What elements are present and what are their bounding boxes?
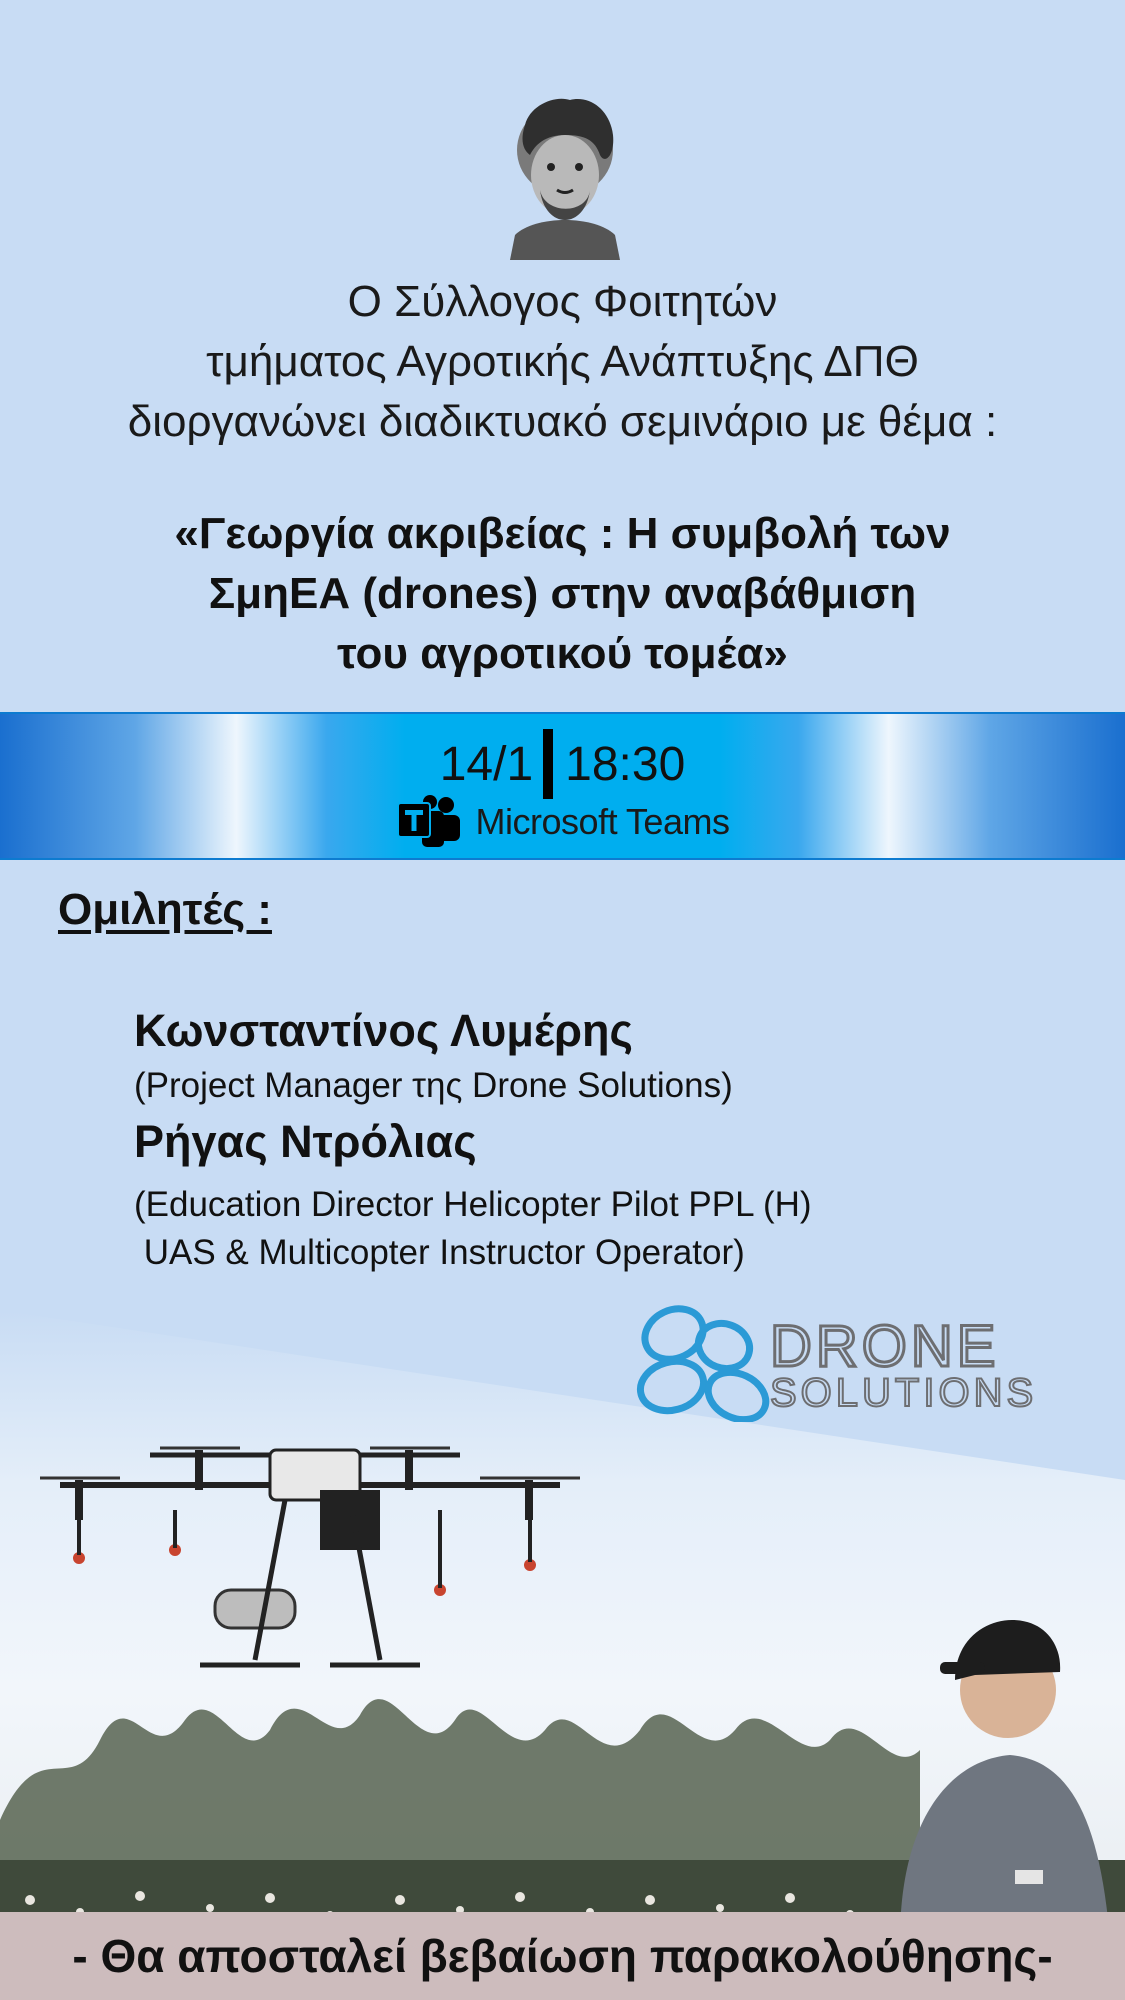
event-info-band [0,712,1125,860]
logo-word-solutions: SOLUTIONS [770,1371,1038,1415]
certificate-notice-text: - Θα αποσταλεί βεβαίωση παρακολούθησης- [72,1930,1053,1982]
intro-line-2: τμήματος Αγροτικής Ανάπτυξης ΔΠΘ [206,337,919,386]
intro-line-1: Ο Σύλλογος Φοιτητών [347,277,778,326]
date-time-divider [543,729,553,799]
platform-name: Microsoft Teams [475,801,730,842]
event-time: 18:30 [565,737,686,791]
speaker-1-role: (Project Manager της Drone Solutions) [134,1066,733,1105]
university-portrait-logo-icon [495,95,635,260]
speakers-heading: Ομιλητές : [58,885,272,934]
drone-solutions-logo-icon [635,1300,774,1422]
event-date: 14/1 [439,737,534,791]
speaker-1-name: Κωνσταντίνος Λυμέρης [134,1005,633,1056]
speaker-2-role-line-1: (Education Director Helicopter Pilot PPL (H) [134,1185,812,1224]
platform-row [0,794,1125,850]
seminar-title-line-3: του αγροτικού τομέα» [337,629,788,678]
seminar-title-line-2: ΣμηΕΑ (drones) στην αναβάθμιση [208,569,917,618]
speaker-2-name: Ρήγας Ντρόλιας [134,1116,477,1167]
teams-icon [396,793,462,851]
speaker-2-role-line-2: UAS & Multicopter Instructor Operator) [134,1233,745,1272]
date-time-row [0,728,1125,800]
logo-word-drone: DRONE [770,1314,1000,1379]
intro-line-3: διοργανώνει διαδικτυακό σεμινάριο με θέμα : [127,397,998,446]
seminar-title-line-1: «Γεωργία ακριβείας : Η συμβολή των [174,509,951,558]
drone-solutions-logo [632,1296,1107,1422]
certificate-notice-banner [0,1912,1125,2000]
